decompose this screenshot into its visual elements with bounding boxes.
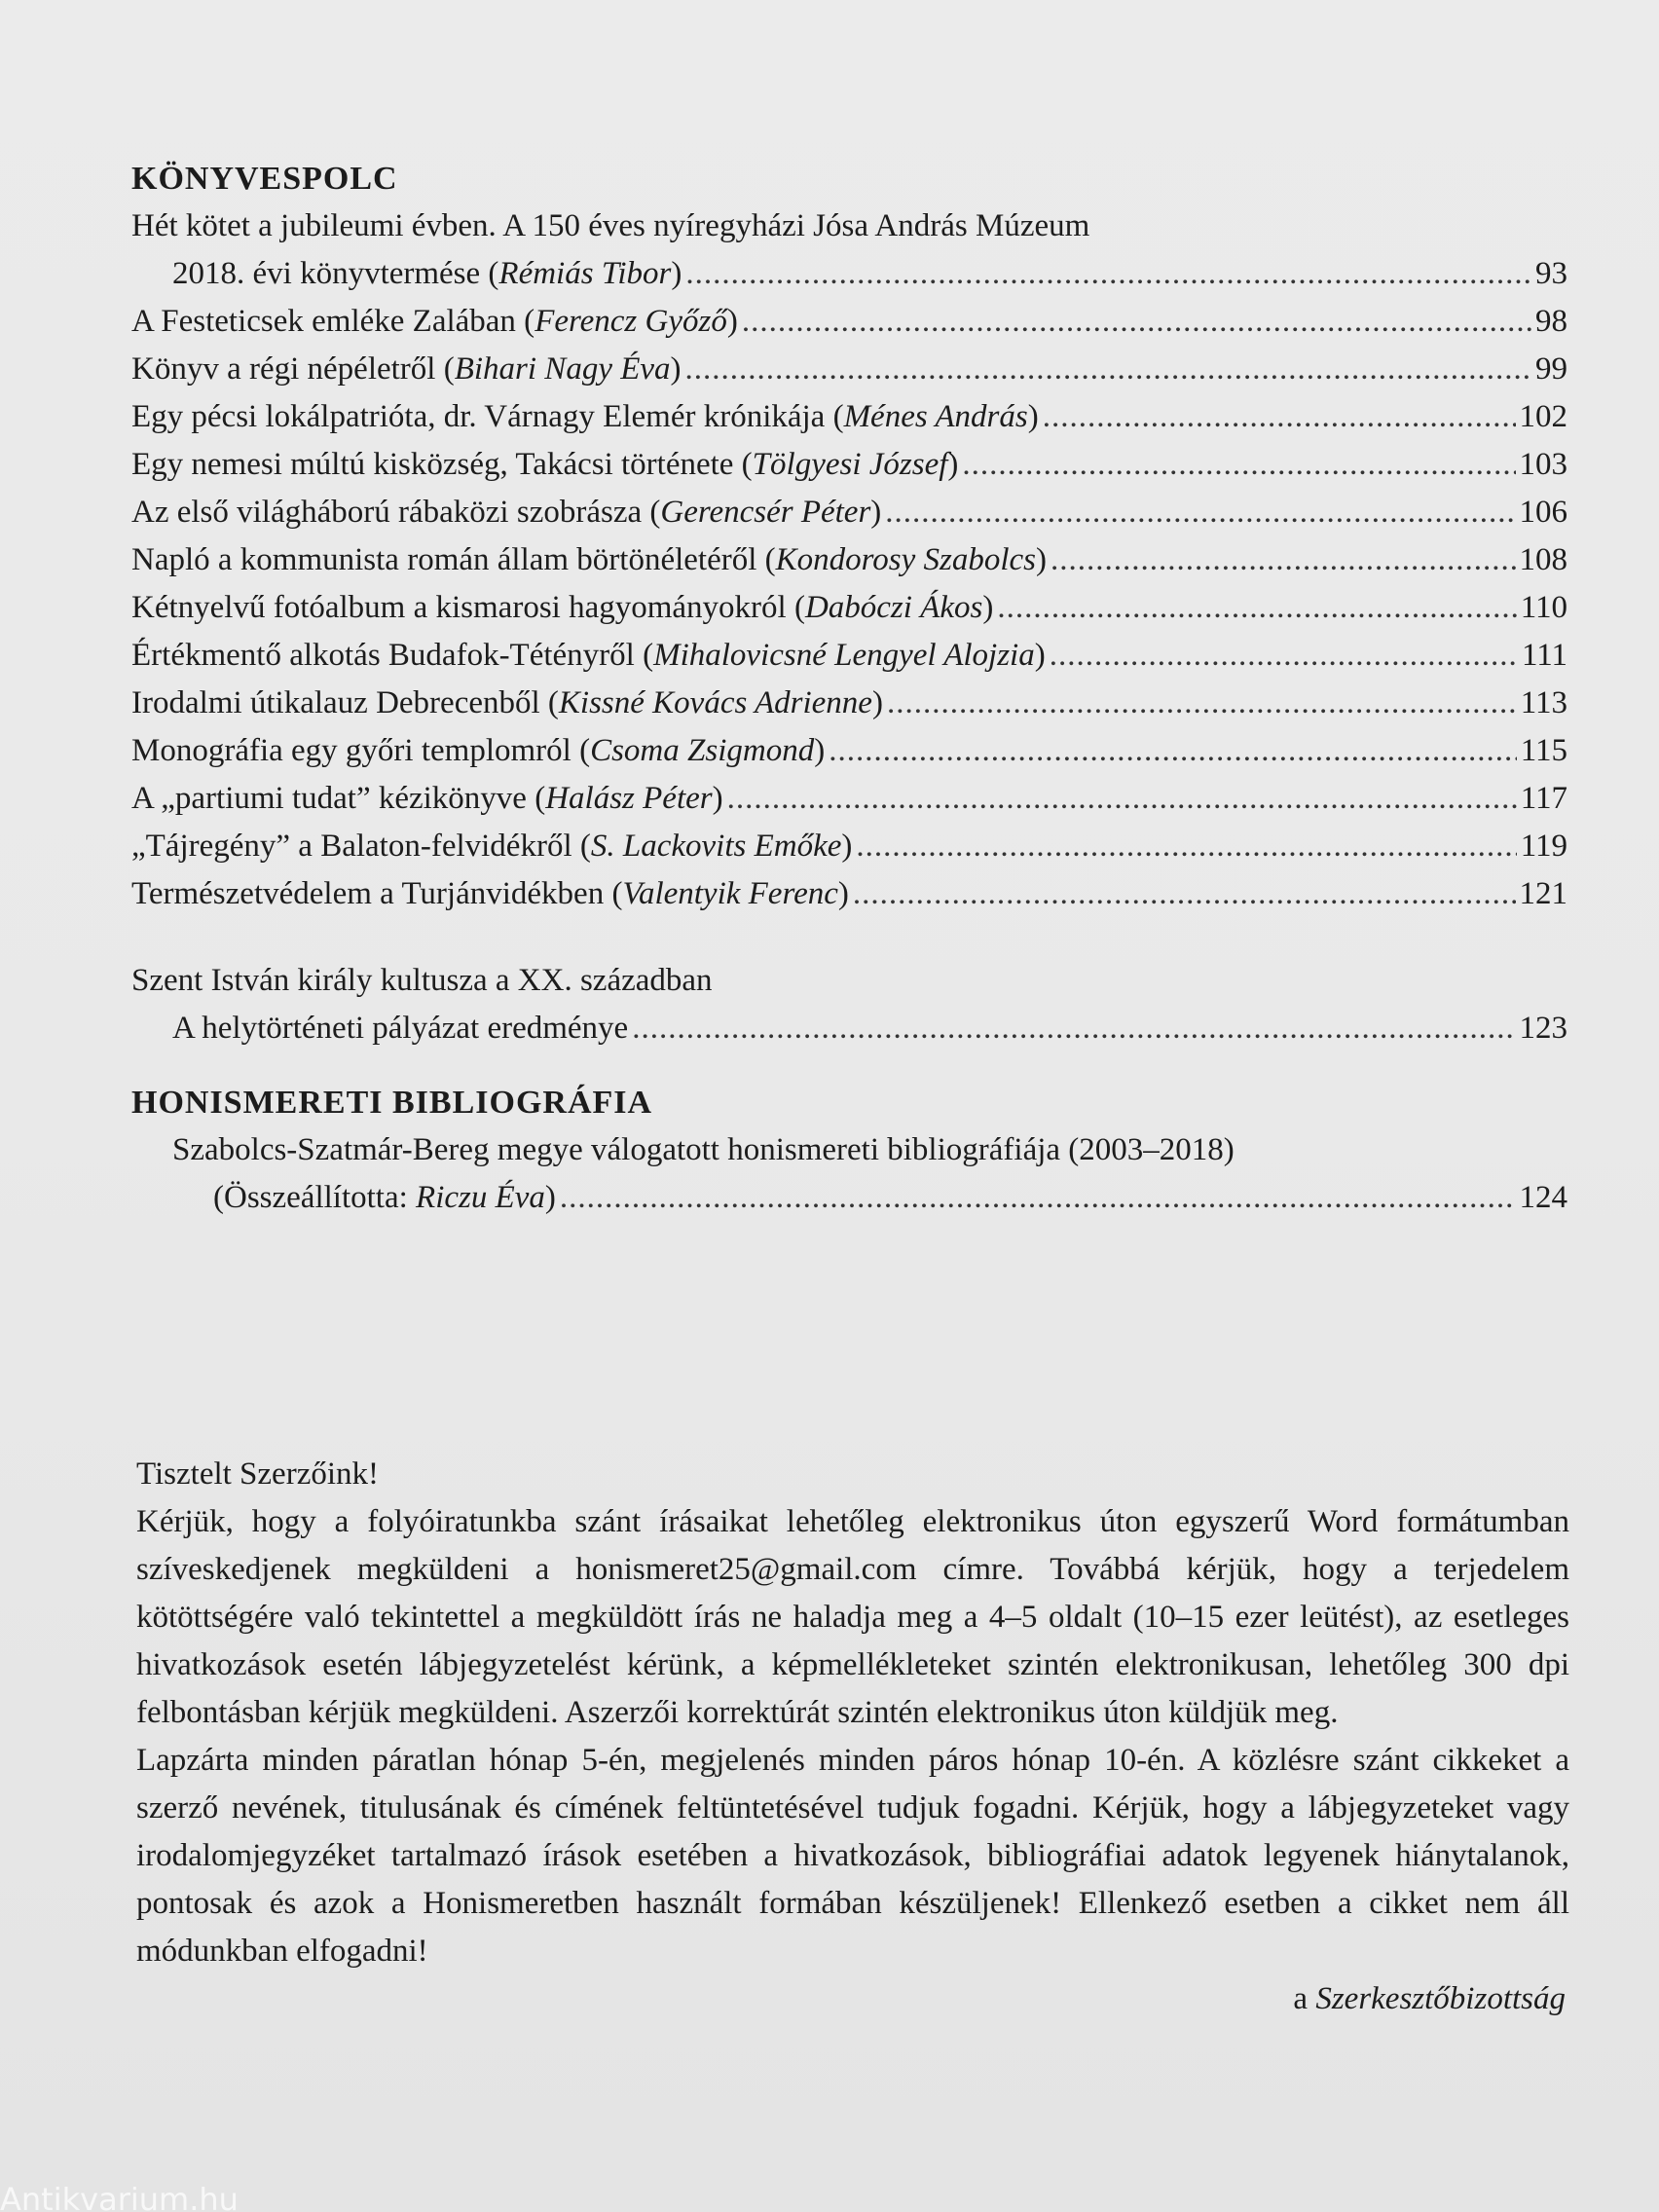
leader-dots xyxy=(962,441,1515,489)
toc-entry-title: Az első világháború rábaközi szobrásza (Gerencsér Péter) xyxy=(131,495,882,530)
toc-entry xyxy=(131,680,1567,727)
toc-entry xyxy=(131,346,1567,393)
page-number: 99 xyxy=(1535,351,1567,387)
author-name: Riczu Éva xyxy=(416,1180,545,1215)
author-name: Ménes András xyxy=(843,399,1028,434)
toc-entry-bibliography: Szabolcs-Szatmár-Bereg megye válogatott honismereti bibliográfiája (2003–2018) (Összeállította: Riczu Éva) ..... 124 xyxy=(131,1126,1567,1222)
toc-entry-line: Szent István király kultusza a XX. században xyxy=(131,963,713,998)
leader-dots xyxy=(1043,393,1516,441)
toc-entry xyxy=(131,727,1567,775)
leader-dots xyxy=(853,870,1516,918)
toc-entry-title: A „partiumi tudat” kézikönyve (Halász Péter) xyxy=(131,781,723,816)
author-name: Csoma Zsigmond xyxy=(590,733,815,768)
leader-dots xyxy=(997,584,1516,632)
author-name: Mihalovicsné Lengyel Alojzia xyxy=(653,638,1035,673)
toc-entry-title: Irodalmi útikalauz Debrecenből (Kissné Kovács Adrienne) xyxy=(131,685,883,720)
toc-list xyxy=(131,203,1567,918)
toc-entry-line: Hét kötet a jubileumi évben. A 150 éves nyíregyházi Jósa András Múzeum xyxy=(131,208,1090,243)
toc-entry-title: A Festeticsek emléke Zalában (Ferencz Győző) xyxy=(131,304,738,339)
toc-entry xyxy=(131,870,1567,918)
toc-entry-title: Egy nemesi múltú kisközség, Takácsi története (Tölgyesi József) xyxy=(131,447,959,482)
page-number: 110 xyxy=(1520,590,1567,625)
toc-entry-title: Kétnyelvű fotóalbum a kismarosi hagyományokról (Dabóczi Ákos) xyxy=(131,590,994,625)
author-name: Valentyik Ferenc xyxy=(622,876,838,911)
notice-greeting: Tisztelt Szerzőink! xyxy=(136,1456,379,1492)
toc-entry xyxy=(131,632,1567,680)
page-number: 108 xyxy=(1519,542,1567,577)
author-name: Gerencsér Péter xyxy=(660,495,871,530)
toc-entry xyxy=(131,441,1567,489)
page-number: 103 xyxy=(1519,447,1567,482)
leader-dots xyxy=(885,489,1515,536)
page-number: 115 xyxy=(1520,733,1567,768)
table-of-contents xyxy=(131,156,1567,1222)
leader-dots xyxy=(727,775,1517,823)
author-name: Halász Péter xyxy=(545,781,713,816)
notice-paragraph: Kérjük, hogy a folyóiratunkba szánt írásaikat lehetőleg elektronikus úton egyszerű Word formátumban szíveskedjenek megküldeni a honismeret25@gmail.com címre. Továbbá kérjük, hogy a terjedelem kötöttségére való tekintettel a megküldött írás ne haladja meg a 4–5 oldalt (10–15 ezer leütést), az esetleges hivatkozások esetén lábjegyzetelést kérünk, a képmellékleteket szintén elektronikusan, lehetőleg 300 dpi felbontásban kérjük megküldeni. Aszerzői korrektúrát szintén elektronikus úton küldjük meg. xyxy=(136,1504,1569,1730)
notice-signature: a Szerkesztőbizottság xyxy=(1293,1981,1566,2016)
page-number: 93 xyxy=(1535,256,1567,291)
toc-entry-title: Könyv a régi népéletről (Bihari Nagy Éva) xyxy=(131,351,682,387)
leader-dots xyxy=(829,727,1517,775)
toc-entry-title: Értékmentő alkotás Budafok-Tétényről (Mihalovicsné Lengyel Alojzia) xyxy=(131,638,1046,673)
toc-entry-title: Monográfia egy győri templomról (Csoma Zsigmond) xyxy=(131,733,826,768)
leader-dots xyxy=(856,823,1516,870)
leader-dots xyxy=(685,250,1531,298)
author-name: Ferencz Győző xyxy=(535,304,727,339)
author-name: Bihari Nagy Éva xyxy=(454,351,671,387)
notice-paragraph: Lapzárta minden páratlan hónap 5-én, megjelenés minden páros hónap 10-én. A közlésre szánt cikkeket a szerző nevének, titulusának és címének feltüntetésével tudjuk fogadni. Kérjük, hogy a lábjegyzeteket vagy irodalomjegyzéket tartalmazó írások esetében a hivatkozások, bibliográfiai adatok legyenek hiánytalanok, pontosak és azok a Honismeretben használt formában készüljenek! Ellenkező esetben a cikket nem áll módunkban elfogadni! xyxy=(136,1743,1569,1969)
author-name: Kissné Kovács Adrienne xyxy=(558,685,872,720)
page-number: 119 xyxy=(1520,829,1567,864)
toc-entry-title: Egy pécsi lokálpatrióta, dr. Várnagy Elemér krónikája (Ménes András) xyxy=(131,399,1039,434)
toc-entry-title: Napló a kommunista román állam börtönéletéről (Kondorosy Szabolcs) xyxy=(131,542,1048,577)
author-name: Tölgyesi József xyxy=(752,447,948,482)
toc-entry-title: Természetvédelem a Turjánvidékben (Valentyik Ferenc) xyxy=(131,876,849,911)
toc-entry xyxy=(131,393,1567,441)
leader-dots xyxy=(887,680,1517,727)
author-name: Rémiás Tibor xyxy=(498,256,672,291)
toc-entry-line: Szabolcs-Szatmár-Bereg megye válogatott honismereti bibliográfiája (2003–2018) xyxy=(172,1132,1235,1167)
leader-dots xyxy=(685,346,1531,393)
toc-entry xyxy=(131,775,1567,823)
toc-entry xyxy=(131,536,1567,584)
author-notice xyxy=(136,1451,1569,2023)
section-heading-bibliography: HONISMERETI BIBLIOGRÁFIA xyxy=(131,1085,653,1121)
toc-entry-title: „Tájregény” a Balaton-felvidékről (S. Lackovits Emőke) xyxy=(131,829,853,864)
page-number: 123 xyxy=(1519,1011,1567,1046)
page-number: 106 xyxy=(1519,495,1567,530)
watermark: Antikvarium.hu xyxy=(0,2187,239,2212)
leader-dots xyxy=(632,1005,1515,1052)
leader-dots xyxy=(1050,632,1518,680)
author-name: Dabóczi Ákos xyxy=(804,590,983,625)
page-number: 98 xyxy=(1535,304,1567,339)
leader-dots xyxy=(1051,536,1515,584)
toc-entry-title: A helytörténeti pályázat eredménye xyxy=(172,1011,629,1046)
page-number: 121 xyxy=(1519,876,1567,911)
author-name: S. Lackovits Emőke xyxy=(590,829,842,864)
toc-entry xyxy=(131,298,1567,346)
author-name: Kondorosy Szabolcs xyxy=(775,542,1037,577)
toc-entry xyxy=(131,823,1567,870)
leader-dots xyxy=(560,1174,1516,1222)
page-number: 111 xyxy=(1521,638,1567,673)
toc-entry-special xyxy=(131,957,1567,1052)
page-number: 113 xyxy=(1520,685,1567,720)
page-number: 102 xyxy=(1519,399,1567,434)
leader-dots xyxy=(742,298,1531,346)
page-number: 117 xyxy=(1520,781,1567,816)
section-heading-bookshelf: KÖNYVESPOLC xyxy=(131,161,398,197)
toc-entry xyxy=(131,203,1567,298)
toc-entry xyxy=(131,489,1567,536)
page-number: 124 xyxy=(1519,1180,1567,1215)
toc-entry-title: 2018. évi könyvtermése (Rémiás Tibor) xyxy=(172,256,682,291)
toc-entry xyxy=(131,584,1567,632)
